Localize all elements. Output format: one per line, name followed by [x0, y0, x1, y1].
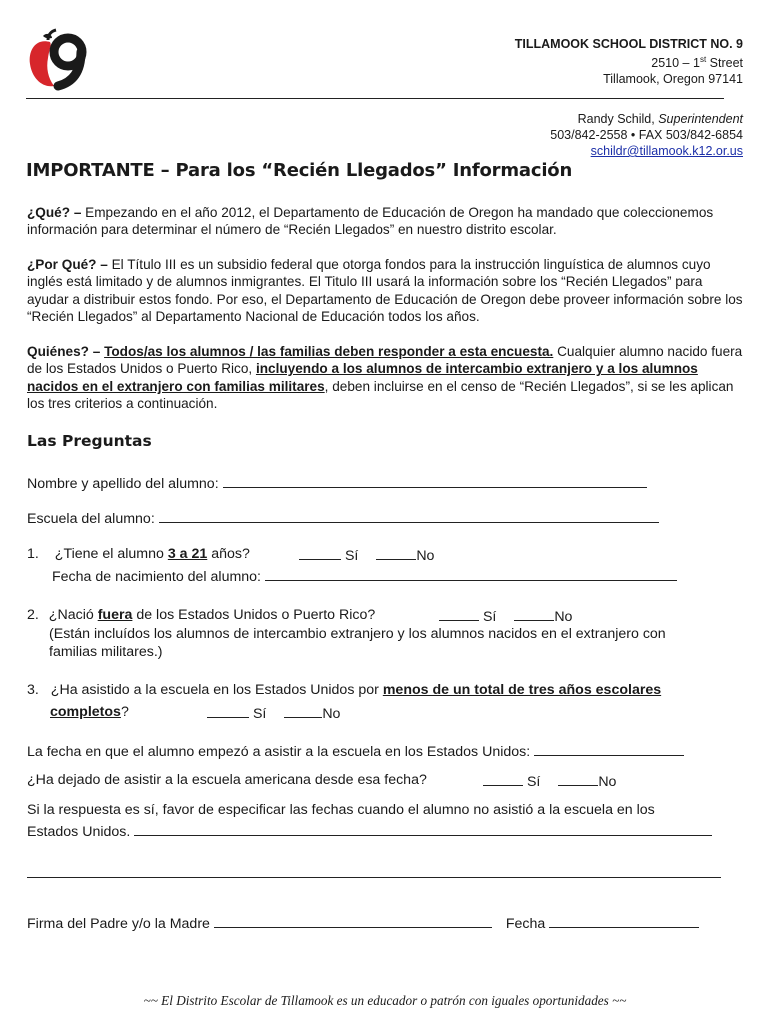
que-text: Empezando en el año 2012, el Departamento de Educación de Oregon ha mandado que coleccionemos información para determinar el número de “Recién Llegados” en nuestro distrito escolar.	[27, 205, 714, 238]
birthdate-row	[52, 566, 677, 586]
signature-date-label: Fecha	[505, 916, 546, 932]
dates-label-2: Estados Unidos.	[27, 824, 131, 840]
q1-text-post: años?	[207, 546, 250, 562]
q2-text-post: de los Estados Unidos o Puerto Rico?	[132, 607, 376, 623]
phone-fax: 503/842-2558 • FAX 503/842-6854	[550, 128, 743, 142]
stopped-no-label: No	[598, 774, 617, 790]
que-paragraph	[27, 204, 743, 239]
q2-text-pre: ¿Nació	[48, 607, 98, 623]
q2-emphasis: fuera	[97, 607, 133, 623]
q3-no-label: No	[322, 706, 341, 722]
street-ordinal: st	[699, 55, 707, 64]
start-date-label: La fecha en que el alumno empezó a asistir a la escuela en los Estados Unidos:	[27, 744, 531, 760]
signature-label: Firma del Padre y/o la Madre	[27, 916, 210, 932]
stopped-yes-label: Sí	[526, 774, 541, 790]
birthdate-field[interactable]	[265, 566, 677, 581]
porque-paragraph	[27, 256, 743, 326]
start-date-field[interactable]	[534, 741, 684, 756]
q3-text-pre: ¿Ha asistido a la escuela en los Estados Unidos por	[50, 682, 383, 698]
question-3-cont	[50, 703, 129, 721]
contact-block	[550, 111, 743, 159]
q2-number: 2.	[27, 607, 39, 623]
q2-note-line-2: familias militares.)	[49, 644, 163, 660]
questions-heading: Las Preguntas	[27, 432, 152, 450]
q2-yes-label: Sí	[482, 609, 497, 625]
district-logo	[26, 28, 90, 92]
quienes-label: Quiénes? –	[27, 344, 105, 359]
q1-age-range: 3 a 21	[167, 546, 208, 562]
dates-row	[27, 821, 712, 841]
q3-no-blank[interactable]	[284, 703, 322, 718]
q2-no-blank[interactable]	[514, 606, 554, 621]
q1-no-label: No	[416, 548, 435, 564]
quienes-paragraph	[27, 343, 743, 413]
dates-label-1: Si la respuesta es sí, favor de especificar las fechas cuando el alumno no asistió a la escuela en los	[27, 802, 655, 818]
question-3	[27, 681, 661, 699]
que-label: ¿Qué? –	[27, 205, 82, 220]
q1-text-pre: ¿Tiene el alumno	[54, 546, 168, 562]
street-name: Street	[706, 56, 743, 71]
superintendent-title: Superintendent	[658, 112, 743, 126]
stopped-yes-blank[interactable]	[483, 771, 523, 786]
q3-text-post: ?	[120, 704, 129, 720]
district-name: TILLAMOOK SCHOOL DISTRICT NO. 9	[514, 37, 743, 51]
q3-emphasis-2: completos	[50, 704, 121, 720]
school-label: Escuela del alumno:	[27, 511, 155, 527]
email-link[interactable]: schildr@tillamook.k12.or.us	[590, 144, 743, 158]
apple-nine-logo-icon	[26, 28, 90, 92]
q1-no-blank[interactable]	[376, 545, 416, 560]
q3-yes-label: Sí	[252, 706, 267, 722]
school-row	[27, 508, 659, 528]
city-line: Tillamook, Oregon 97141	[603, 72, 743, 87]
q1-number: 1.	[27, 546, 39, 562]
q2-yes-blank[interactable]	[439, 606, 479, 621]
q1-yes-blank[interactable]	[299, 545, 341, 560]
q2-note-line-1: (Están incluídos los alumnos de intercambio extranjero y los alumnos nacidos en el extranjero con	[49, 626, 666, 642]
q3-yes-blank[interactable]	[207, 703, 249, 718]
header-divider	[26, 98, 724, 99]
superintendent-name: Randy Schild,	[577, 112, 659, 126]
question-2	[27, 606, 375, 624]
street-number: 2510 – 1	[651, 56, 700, 71]
equal-opportunity-footer: ~~ El Distrito Escolar de Tillamook es un educador o patrón con iguales oportunidades ~~	[143, 993, 627, 1008]
question-1	[27, 545, 250, 563]
stopped-row	[27, 771, 427, 789]
signature-field[interactable]	[214, 913, 492, 928]
birthdate-label: Fecha de nacimiento del alumno:	[52, 569, 261, 585]
page-title: IMPORTANTE – Para los “Recién Llegados” Información	[26, 160, 573, 181]
dates-field[interactable]	[134, 821, 712, 836]
superintendent-line	[550, 111, 743, 127]
quienes-text-2: , deben incluirse en el censo de “Recién Llegados”, si se les aplican los tres criterios a continuación.	[27, 378, 734, 412]
q1-yes-label: Sí	[344, 548, 359, 564]
porque-text: El Título III es un subsidio federal que otorga fondos para la instrucción linguística de alumnos cuyo inglés está limitado y de alumnos inmigrantes. El Titulo III usará la información sobre los “Recién Llegados” para ayudar a distribuir estos fondo. Por eso, el Departamento de Educación de Oregon debe proveer información sobre los “Recién Llegados” al Departamento Nacional de Educación todos los años.	[27, 257, 743, 325]
q3-answer	[207, 703, 340, 723]
stopped-answer	[483, 771, 616, 791]
quienes-emphasis-2: incluyendo a los alumnos de intercambio extranjero y a los alumnos nacidos en el extranjero con familias militares	[27, 361, 698, 394]
school-field[interactable]	[159, 508, 659, 523]
q2-no-label: No	[554, 609, 573, 625]
street-address	[515, 52, 743, 71]
quienes-emphasis-1: Todos/as los alumnos / las familias deben responder a esta encuesta.	[104, 344, 554, 359]
signature-row	[27, 913, 699, 933]
student-name-field[interactable]	[223, 473, 647, 488]
q3-number: 3.	[27, 682, 39, 698]
quienes-text-1: Cualquier alumno nacido fuera de los Estados Unidos o Puerto Rico,	[27, 344, 743, 377]
letterhead-address	[515, 36, 743, 87]
student-name-row	[27, 473, 647, 493]
signature-date-field[interactable]	[549, 913, 699, 928]
dates-field-extra-line[interactable]	[27, 877, 721, 878]
stopped-no-blank[interactable]	[558, 771, 598, 786]
q2-answer	[439, 606, 572, 626]
q1-answer	[299, 545, 434, 565]
student-name-label: Nombre y apellido del alumno:	[27, 476, 219, 492]
stopped-label: ¿Ha dejado de asistir a la escuela americana desde esa fecha?	[27, 772, 427, 788]
start-date-row	[27, 741, 684, 761]
q3-emphasis-1: menos de un total de tres años escolares	[382, 682, 662, 698]
porque-label: ¿Por Qué? –	[27, 257, 108, 272]
